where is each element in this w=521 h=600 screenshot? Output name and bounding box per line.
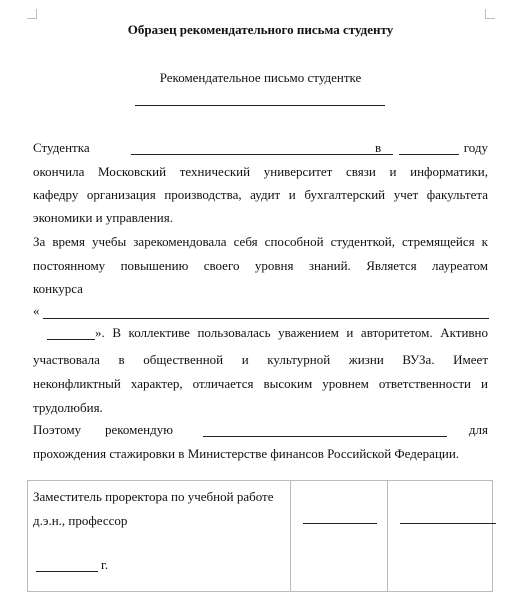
year-suffix: г. xyxy=(101,557,109,572)
signature-cell xyxy=(291,481,388,592)
in-label: в xyxy=(375,140,382,155)
signature-position-cell xyxy=(28,481,291,592)
therefore-label: Поэтому xyxy=(33,422,82,437)
signature-table xyxy=(27,480,493,592)
paragraph-3-line-3: участвовала в общественной и культурной жизни ВУЗа. Имеет xyxy=(33,352,488,367)
page-corner-mark-top-left xyxy=(27,9,37,19)
paragraph-1-line-2: окончила Московский технический университет связи и информатики, xyxy=(33,164,488,179)
contest-name-blank xyxy=(43,306,489,319)
paragraph-2-line-2: постоянному повышению своего уровня знаний. Является лауреатом xyxy=(33,258,488,273)
recommended-name-blank xyxy=(203,424,447,437)
paragraph-1-line-3: кафедру организация производства, аудит и бухгалтерский учет факультета xyxy=(33,187,488,202)
document-title: Образец рекомендательного письма студенту xyxy=(127,22,394,37)
signer-name-cell xyxy=(388,481,493,592)
paragraph-1-line-4: экономики и управления. xyxy=(33,210,173,225)
year-blank xyxy=(399,142,459,155)
page-corner-mark-top-right xyxy=(485,9,495,19)
student-name-blank xyxy=(131,142,393,155)
for-label: для xyxy=(468,422,488,437)
letter-heading: Рекомендательное письмо студентке xyxy=(159,70,362,85)
paragraph-4-line-2: прохождения стажировки в Министерстве финансов Российской Федерации. xyxy=(33,446,460,461)
open-quote: « xyxy=(33,303,40,318)
signer-name-blank xyxy=(400,523,496,524)
paragraph-2-line-1: За время учебы зарекомендовала себя способной студенткой, стремящейся к xyxy=(33,234,488,249)
recommend-label: рекомендую xyxy=(105,422,173,437)
paragraph-3-line-5: трудолюбия. xyxy=(33,400,103,415)
signature-blank xyxy=(303,523,377,524)
date-blank xyxy=(36,571,98,572)
signer-position: Заместитель проректора по учебной работе xyxy=(33,489,274,504)
paragraph-2-line-3: конкурса xyxy=(33,281,83,296)
paragraph-3-line-2-text: ». В коллективе пользовалась уважением и авторитетом. Активно xyxy=(95,325,488,340)
signer-degree: д.э.н., профессор xyxy=(33,513,128,528)
contest-name-continued-blank xyxy=(47,327,95,340)
heading-recipient-blank xyxy=(135,105,385,106)
paragraph-3-line-4: неконфликтный характер, отличается высоким уровнем ответственности и xyxy=(33,376,488,391)
year-label: году xyxy=(463,140,488,155)
student-label: Студентка xyxy=(33,140,90,155)
